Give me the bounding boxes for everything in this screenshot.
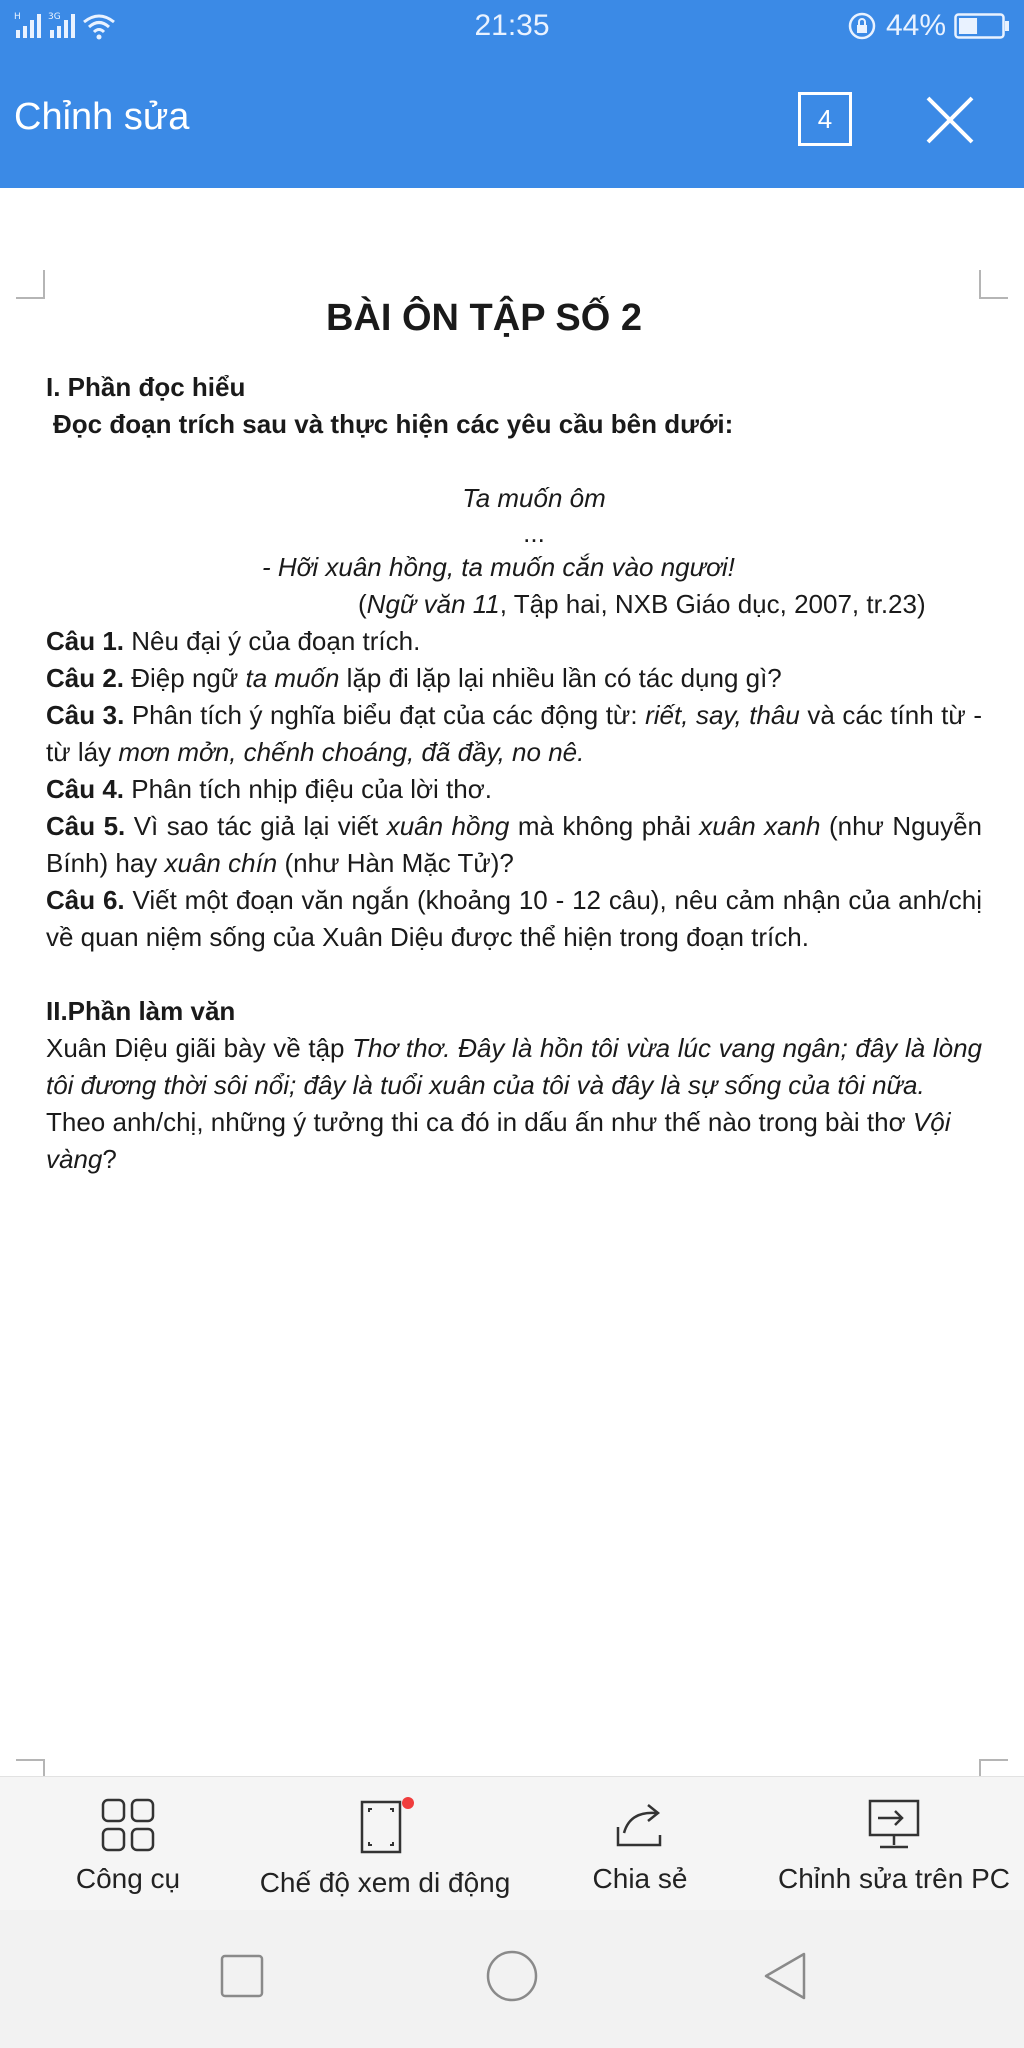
battery-icon	[954, 13, 1010, 39]
essay-prompt-text-b: Thơ thơ. Đây là hồn tôi vừa lúc vang ngân; đây là lòng tôi đương thời sôi nổi; đây là tuổi xuân của tôi và đây là sự sống của tôi nữa.	[46, 1033, 982, 1100]
edit-on-pc-button[interactable]	[764, 1797, 1024, 1895]
source-rest: , Tập hai, NXB Giáo dục, 2007, tr.23)	[499, 589, 926, 619]
question-5-label: Câu 5.	[46, 811, 126, 841]
section-heading-1: I. Phần đọc hiểu	[46, 372, 246, 402]
question-5-text-g: (như Hàn Mặc Tử)?	[277, 848, 514, 878]
status-right	[846, 9, 1010, 43]
mobile-view-icon	[350, 1797, 420, 1857]
question-3-text-b: riết, say, thâu	[645, 700, 800, 730]
question-5-text-a: Vì sao tác giả lại viết	[125, 811, 387, 841]
question-6	[46, 882, 982, 956]
question-4	[46, 771, 982, 808]
question-2-text-a: Điệp ngữ	[124, 663, 246, 693]
question-1-text: Nêu đại ý của đoạn trích.	[124, 626, 421, 656]
document-view[interactable]	[0, 188, 1024, 1776]
essay-question-text-b: Vội vàng	[46, 1107, 951, 1174]
essay-question-text-c: ?	[102, 1144, 117, 1174]
source-open: (	[358, 589, 367, 619]
question-5-text-e: (như Nguyễn Bính) hay	[46, 811, 983, 878]
monitor-icon	[864, 1797, 924, 1853]
instruction: Đọc đoạn trích sau và thực hiện các yêu cầu bên dưới:	[53, 409, 734, 439]
question-6-label: Câu 6.	[46, 885, 125, 915]
mobile-view-label: Chế độ xem di động	[259, 1867, 511, 1898]
battery-percent: 44%	[885, 9, 946, 42]
question-4-label: Câu 4.	[46, 774, 125, 804]
question-4-text: Phân tích nhịp điệu của lời thơ.	[124, 774, 493, 804]
tools-button[interactable]	[58, 1797, 198, 1895]
document-body	[46, 297, 983, 1178]
system-nav-bar	[0, 1910, 1024, 2048]
rotation-lock-icon	[846, 10, 878, 42]
question-1	[46, 623, 982, 660]
tools-label: Công cụ	[75, 1863, 181, 1894]
question-6-text: Viết một đoạn văn ngắn (khoảng 10 - 12 câu), nêu cảm nhận của anh/chị về quan niệm sống của Xuân Diệu được thể hiện trong đoạn trích.	[46, 885, 982, 952]
question-2	[46, 660, 982, 697]
source-citation	[46, 586, 982, 623]
home-icon[interactable]	[484, 1948, 540, 2004]
notification-dot	[402, 1797, 414, 1809]
question-2-label: Câu 2.	[46, 663, 125, 693]
question-5	[46, 808, 982, 882]
question-3-text-d: mơn mởn, chếnh choáng, đã đầy, no nê.	[118, 737, 585, 767]
poem-line-2: - Hỡi xuân hồng, ta muốn cắn vào ngươi!	[262, 552, 735, 582]
mobile-view-button[interactable]	[250, 1797, 520, 1899]
question-2-text-c: lặp đi lặp lại nhiều lần có tác dụng gì?	[339, 663, 782, 693]
close-icon[interactable]	[920, 90, 980, 150]
status-bar	[0, 0, 1024, 52]
recent-apps-icon[interactable]	[218, 1952, 266, 2000]
tools-grid-icon	[100, 1797, 156, 1853]
essay-question-text-a: Theo anh/chị, những ý tưởng thi ca đó in dấu ấn như thế nào trong bài thơ	[46, 1107, 913, 1137]
section-heading-2: II.Phần làm văn	[46, 996, 236, 1026]
question-3-text-c: và các tính từ - từ láy	[46, 700, 982, 767]
clock: 21:35	[474, 9, 550, 42]
poem-line-1: Ta muốn ôm	[462, 483, 606, 513]
source-book: Ngữ văn 11	[366, 589, 500, 619]
share-icon	[610, 1797, 670, 1853]
bottom-toolbar	[0, 1776, 1024, 1911]
essay-prompt	[46, 1030, 982, 1104]
page-corner-top-left	[16, 270, 46, 300]
question-3-label: Câu 3.	[46, 700, 125, 730]
page-title: Chỉnh sửa	[14, 96, 190, 138]
question-5-text-f: xuân chín	[164, 848, 278, 878]
page-corner-top-right	[978, 270, 1008, 300]
share-label: Chia sẻ	[592, 1863, 688, 1894]
poem-ellipsis: ...	[523, 518, 545, 548]
sim1-label: H	[14, 12, 21, 22]
app-bar	[0, 52, 1024, 188]
essay-prompt-text-a: Xuân Diệu giãi bày về tập	[46, 1033, 353, 1063]
page-count-button[interactable]: 4	[798, 92, 852, 146]
question-3-text-a: Phân tích ý nghĩa biểu đạt của các động từ:	[124, 700, 646, 730]
battery-fill	[959, 18, 977, 34]
question-3	[46, 697, 982, 771]
question-5-text-b: xuân hồng	[386, 811, 510, 841]
document-title: BÀI ÔN TẬP SỐ 2	[325, 297, 643, 339]
question-1-label: Câu 1.	[46, 626, 125, 656]
share-button[interactable]	[575, 1797, 705, 1895]
question-2-text-b: ta muốn	[245, 663, 340, 693]
sim2-label: 3G	[48, 12, 61, 22]
back-icon[interactable]	[760, 1950, 810, 2002]
question-5-text-c: mà không phải	[509, 811, 700, 841]
essay-question	[46, 1104, 982, 1178]
question-5-text-d: xuân xanh	[699, 811, 821, 841]
edit-on-pc-label: Chỉnh sửa trên PC	[778, 1863, 1010, 1894]
